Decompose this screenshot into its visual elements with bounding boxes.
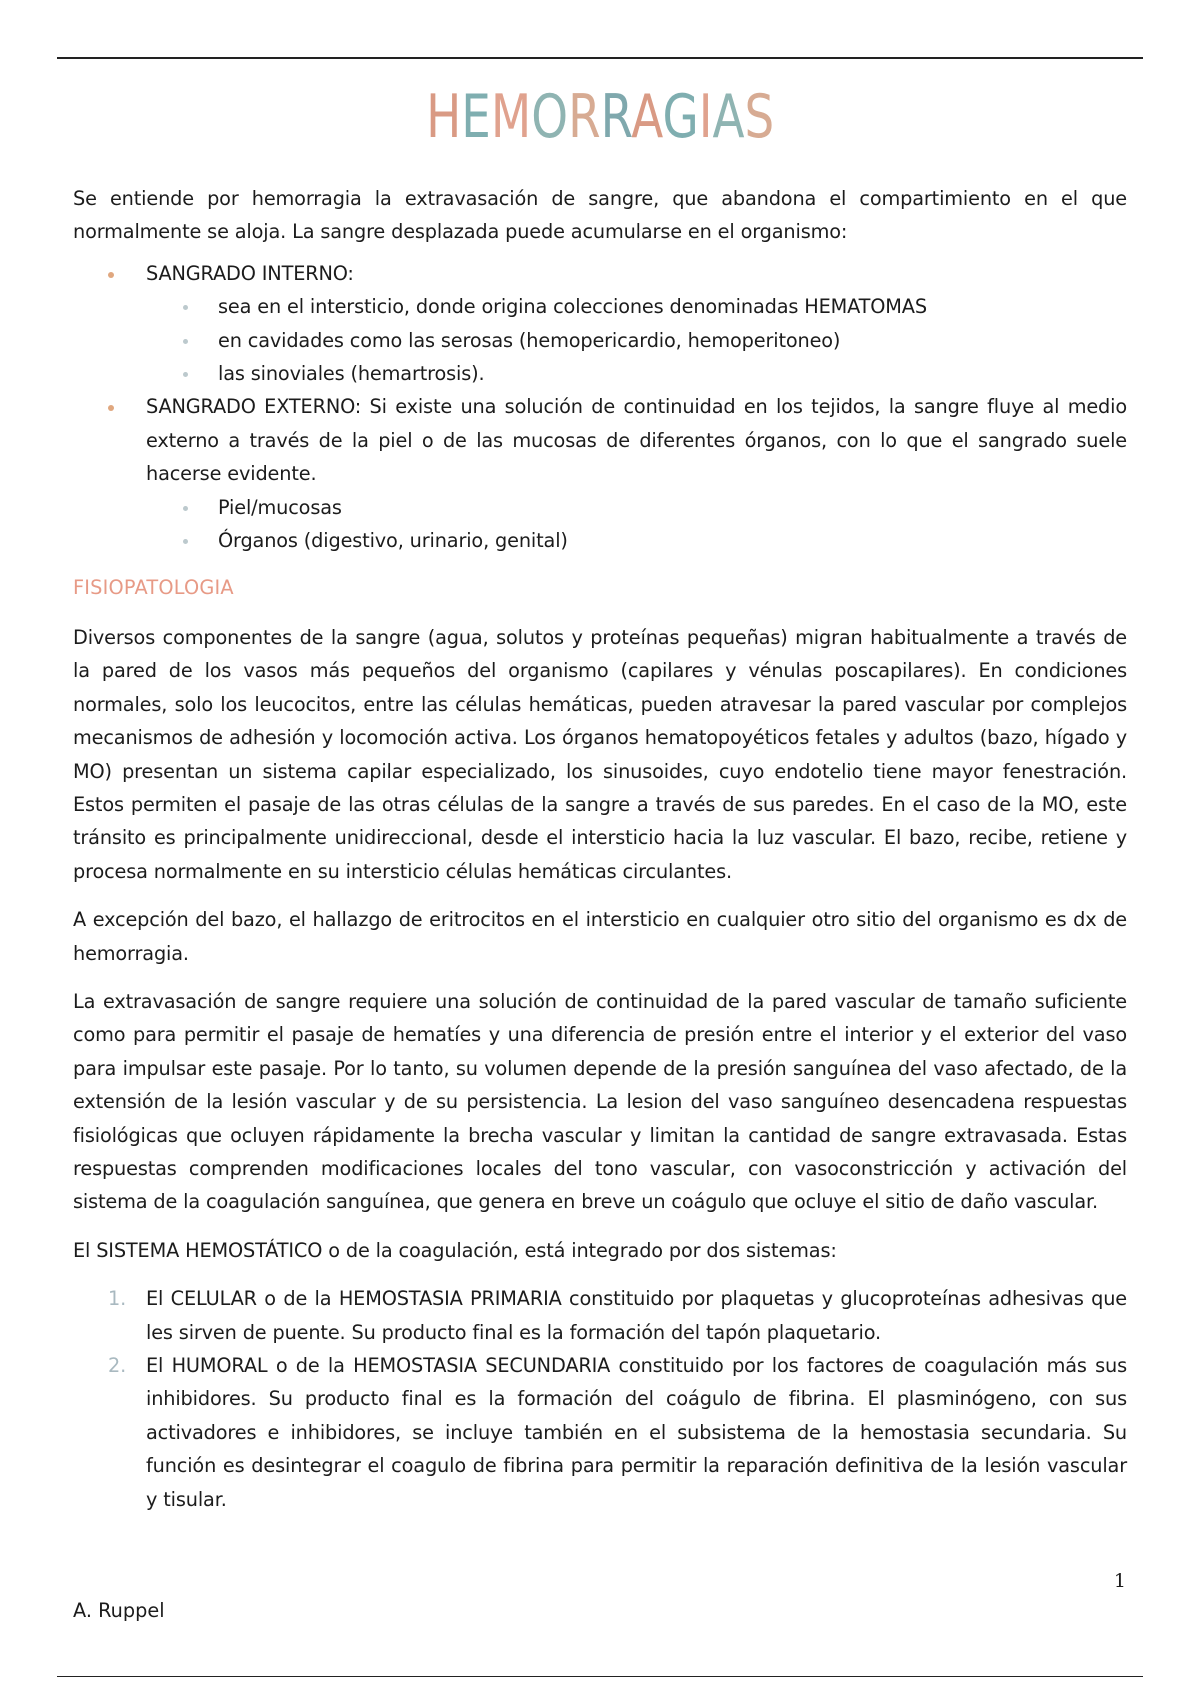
bullet-icon [108, 405, 114, 411]
bullet-icon [108, 272, 114, 278]
paragraph: La extravasación de sangre requiere una solución de continuidad de la pared vascular de tamaño suficiente como para permitir el pasaje de hematíes y una diferencia de presión entre el interior y el exterior del vaso para impulsar este pasaje. Por lo tanto, su volumen depende de la presión sanguínea del vaso afectado, de la extensión de la lesión vascular y de su persistencia. La lesion del vaso sanguíneo desencadena respuestas fisiológicas que ocluyen rápidamente la brecha vascular y limitan la cantidad de sangre extravasada. Estas respuestas comprenden modificaciones locales del tono vascular, con vasoconstricción y activación del sistema de la coagulación sanguínea, que genera en breve un coágulo que ocluye el sitio de daño vascular. [73, 989, 1127, 1214]
intro-paragraph: Se entiende por hemorragia la extravasación de sangre, que abandona el compartimiento en el que normalmente se aloja. La sangre desplazada puede acumularse en el organismo: [73, 187, 1127, 244]
list-item-external [73, 390, 1127, 557]
numbered-item-text: El HUMORAL o de la HEMOSTASIA SECUNDARIA constituido por los factores de coagulación más sus inhibidores. Su producto final es la formación del coágulo de fibrina. El plasminógeno, con sus activadores e inhibidores, se incluye también en el subsistema de la hemostasia secundaria. Su función es desintegrar el coagulo de fibrina para permitir la reparación definitiva de la lesión vascular y tisular. [146, 1354, 1127, 1511]
sublist [146, 290, 1127, 390]
title-letter: E [461, 82, 491, 152]
item-number: 2. [108, 1354, 127, 1377]
sublist-item [146, 290, 1127, 323]
systems-list [73, 1282, 1127, 1516]
document-body [73, 182, 1127, 1516]
sublist-item-text: las sinoviales (hemartrosis). [218, 362, 485, 386]
sublist [146, 491, 1127, 558]
paragraph: Diversos componentes de la sangre (agua, solutos y proteínas pequeñas) migran habitualmente a través de la pared de los vasos más pequeños del organismo (capilares y vénulas poscapilares). En condiciones normales, solo los leucocitos, entre las células hemáticas, pueden atravesar la pared vascular por complejos mecanismos de adhesión y locomoción activa. Los órganos hematopoyéticos fetales y adultos (bazo, hígado y MO) presentan un sistema capilar especializado, los sinusoides, cuyo endotelio tiene mayor fenestración. Estos permiten el pasaje de las otras células de la sangre a través de sus paredes. En el caso de la MO, este tránsito es principalmente unidireccional, desde el intersticio hacia la luz vascular. El bazo, recibe, retiene y procesa normalmente en su intersticio células hemáticas circulantes. [73, 625, 1127, 883]
item-number: 1. [108, 1287, 127, 1311]
numbered-item-text: El CELULAR o de la HEMOSTASIA PRIMARIA constituido por plaquetas y glucoproteínas adhesivas que les sirven de puente. Su producto final es la formación del tapón plaquetario. [146, 1287, 1127, 1344]
title-letter: I [698, 82, 713, 152]
title-letter: R [600, 82, 632, 152]
bottom-rule [57, 1676, 1143, 1677]
bleeding-types-list [73, 257, 1127, 558]
sublist-item [146, 491, 1127, 524]
page-title [426, 80, 774, 154]
top-rule [57, 57, 1143, 59]
sub-bullet-icon [183, 372, 188, 377]
title-letter: S [744, 82, 775, 152]
sub-bullet-icon [183, 305, 188, 310]
sublist-item-text: en cavidades como las serosas (hemopericardio, hemoperitoneo) [218, 328, 841, 352]
sublist-item [146, 524, 1127, 557]
sublist-item-text: sea en el intersticio, donde origina colecciones denominadas HEMATOMAS [218, 295, 927, 319]
title-letter: M [490, 82, 532, 152]
sublist-item-text: Órganos (digestivo, urinario, genital) [218, 529, 568, 553]
sub-bullet-icon [183, 339, 188, 344]
title-block [0, 80, 1200, 154]
title-letter: H [425, 82, 462, 152]
title-letter: A [712, 82, 745, 152]
numbered-item [73, 1282, 1127, 1349]
title-letter: R [567, 82, 601, 152]
numbered-item [73, 1349, 1127, 1516]
sublist-item-text: Piel/mucosas [218, 495, 342, 519]
section-heading: FISIOPATOLOGIA [73, 576, 234, 600]
paragraph: A excepción del bazo, el hallazgo de eritrocitos en el intersticio en cualquier otro sitio del organismo es dx de hemorragia. [73, 908, 1127, 965]
sublist-item [146, 357, 1127, 390]
list-item-internal [73, 257, 1127, 391]
author-footer: A. Ruppel [73, 1599, 165, 1622]
title-letter: G [662, 82, 699, 152]
paragraph: El SISTEMA HEMOSTÁTICO o de la coagulación, está integrado por dos sistemas: [73, 1238, 837, 1262]
page-number: 1 [1113, 1570, 1126, 1592]
list-item-label: SANGRADO INTERNO: [146, 261, 354, 285]
list-item-label: SANGRADO EXTERNO: Si existe una solución de continuidad en los tejidos, la sangre fluye al medio externo a través de la piel o de las mucosas de diferentes órganos, con lo que el sangrado suele hacerse evidente. [146, 395, 1127, 486]
sublist-item [146, 324, 1127, 357]
sub-bullet-icon [183, 506, 188, 511]
sub-bullet-icon [183, 539, 188, 544]
title-letter: O [531, 82, 568, 152]
title-letter: A [631, 82, 663, 152]
